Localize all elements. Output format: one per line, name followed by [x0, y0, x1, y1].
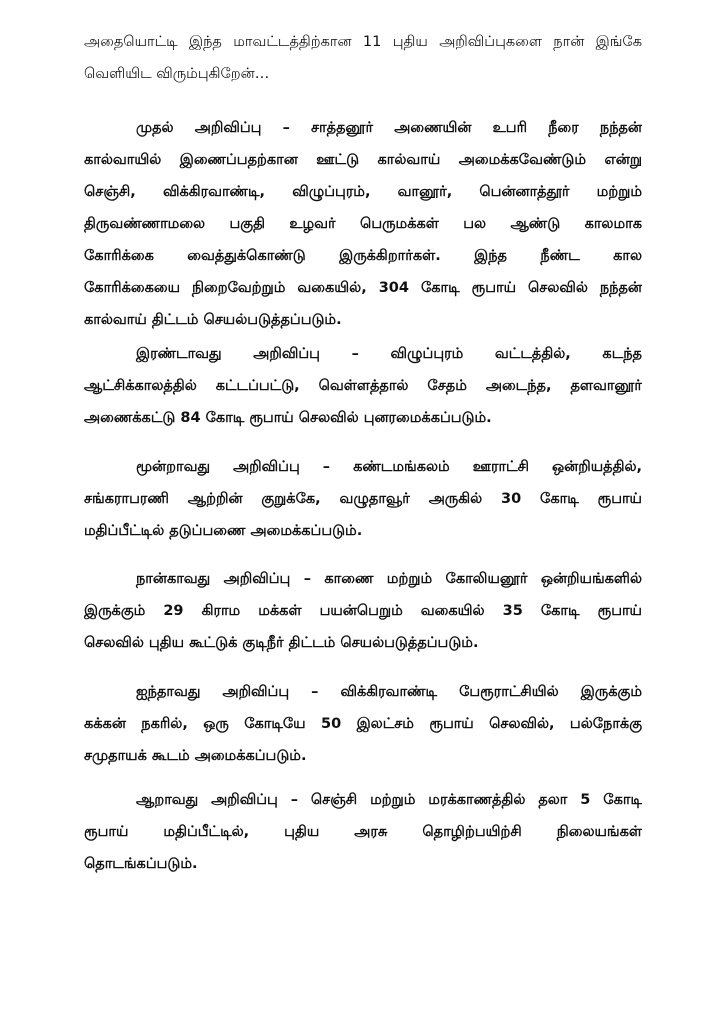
text-line: கக்கன் நகரில், ஒரு கோடியே 50 இலட்சம் ரூபாய் செலவில், பல்நோக்கு [84, 716, 642, 732]
text-line: கால்வாய் திட்டம் செயல்படுத்தப்படும். [84, 312, 342, 328]
text-line: செஞ்சி, விக்கிரவாண்டி, விழுப்புரம், வானூர், பென்னாத்தூர் மற்றும் [84, 184, 642, 200]
text-line: நான்காவது அறிவிப்பு – காணை மற்றும் கோலியனூர் ஒன்றியங்களில் [136, 571, 642, 587]
text-line: கால்வாயில் இணைப்பதற்கான ஊட்டு கால்வாய் அமைக்கவேண்டும் என்று [84, 152, 642, 168]
intro-paragraph [84, 26, 642, 90]
text-line: செலவில் புதிய கூட்டுக் குடிநீர் திட்டம் செயல்படுத்தப்படும். [84, 635, 479, 651]
text-line: இரண்டாவது அறிவிப்பு – விழுப்புரம் வட்டத்தில், கடந்த [136, 346, 642, 362]
text-line: ஐந்தாவது அறிவிப்பு – விக்கிரவாண்டி பேரூராட்சியில் இருக்கும் [136, 684, 642, 700]
text-line: மதிப்பீட்டில் தடுப்பணை அமைக்கப்படும். [84, 523, 363, 539]
text-line: சங்கராபரணி ஆற்றின் குறுக்கே, வழுதாவூர் அருகில் 30 கோடி ரூபாய் [84, 491, 642, 507]
text-line: இருக்கும் 29 கிராம மக்கள் பயன்பெறும் வகையில் 35 கோடி ரூபாய் [84, 603, 642, 619]
text-line: ரூபாய் மதிப்பீட்டில், புதிய அரசு தொழிற்பயிற்சி நிலையங்கள் [84, 824, 642, 840]
announcement-1-paragraph [84, 112, 642, 336]
text-line: அதையொட்டி இந்த மாவட்டத்திற்கான 11 புதிய அறிவிப்புகளை நான் இங்கே [84, 34, 642, 50]
announcement-3-paragraph [84, 451, 642, 547]
text-line: ஆறாவது அறிவிப்பு – செஞ்சி மற்றும் மரக்காணத்தில் தலா 5 கோடி [136, 792, 642, 808]
announcement-2-paragraph [84, 338, 642, 434]
text-line: திருவண்ணாமலை பகுதி உழவர் பெருமக்கள் பல ஆண்டு காலமாக [84, 216, 642, 232]
text-line: வெளியிட விரும்புகிறேன்… [84, 66, 270, 82]
announcement-5-paragraph [84, 676, 642, 772]
text-line: சமுதாயக் கூடம் அமைக்கப்படும். [84, 748, 307, 764]
announcement-4-paragraph [84, 563, 642, 659]
text-line: மூன்றாவது அறிவிப்பு – கண்டமங்கலம் ஊராட்சி ஒன்றியத்தில், [136, 459, 642, 475]
text-line: கோரிக்கையை நிறைவேற்றும் வகையில், 304 கோடி ரூபாய் செலவில் நந்தன் [84, 280, 642, 296]
text-line: தொடங்கப்படும். [84, 856, 198, 872]
text-line: அணைக்கட்டு 84 கோடி ரூபாய் செலவில் புனரமைக்கப்படும். [84, 410, 492, 426]
text-line: கோரிக்கை வைத்துக்கொண்டு இருக்கிறார்கள். இந்த நீண்ட கால [84, 248, 642, 264]
text-line: முதல் அறிவிப்பு – சாத்தனூர் அணையின் உபரி நீரை நந்தன் [136, 120, 642, 136]
announcement-6-paragraph [84, 784, 642, 880]
text-line: ஆட்சிக்காலத்தில் கட்டப்பட்டு, வெள்ளத்தால் சேதம் அடைந்த, தளவானூர் [84, 378, 642, 394]
